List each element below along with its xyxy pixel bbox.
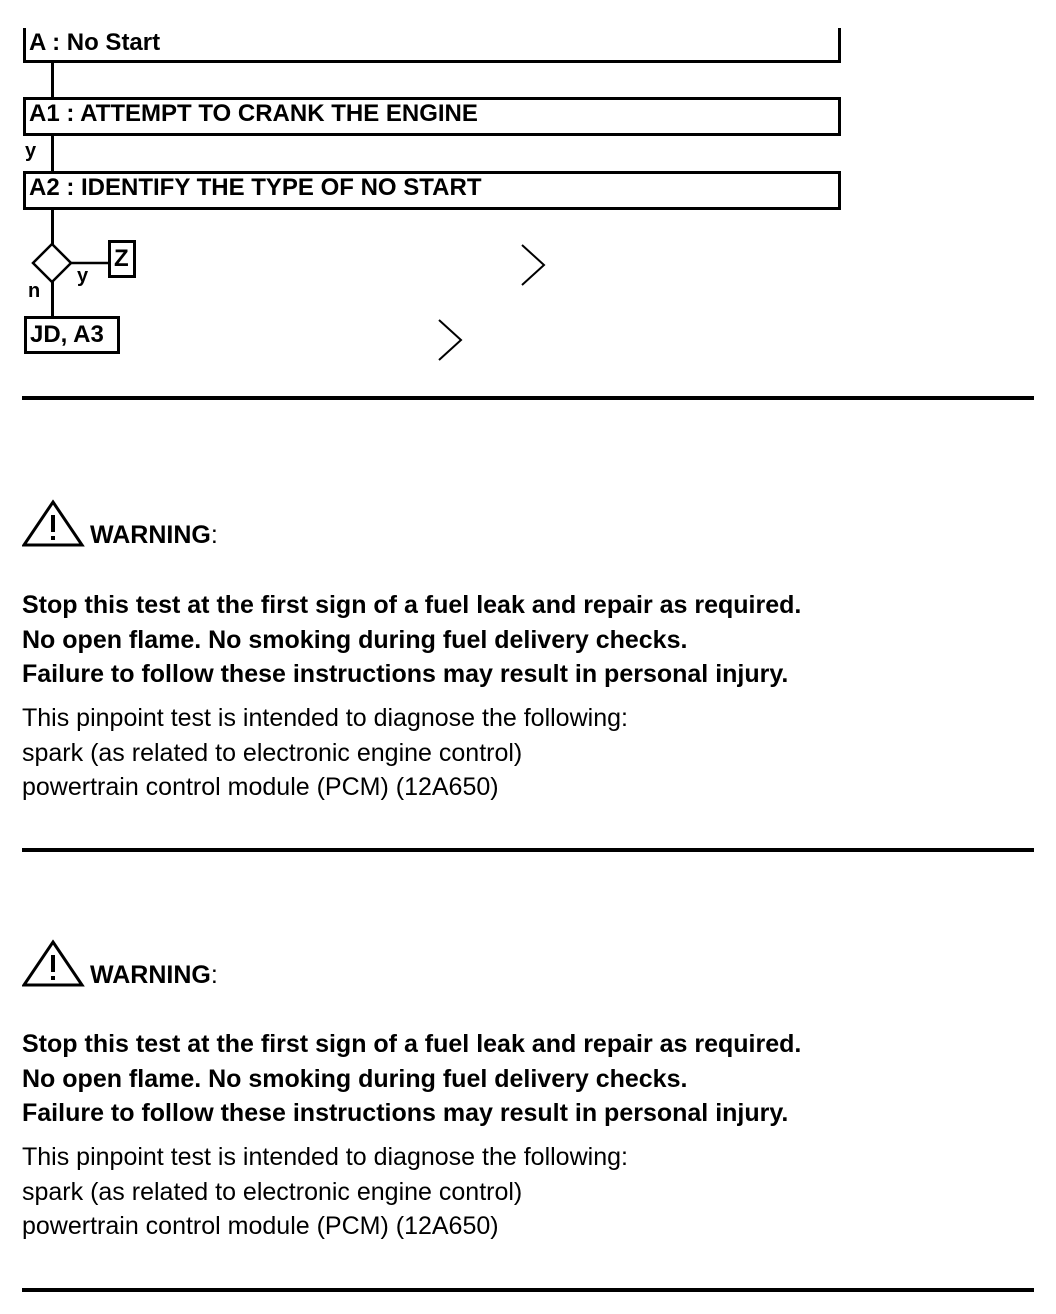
no-target-box[interactable] xyxy=(24,316,120,354)
warning-text xyxy=(22,1027,1042,1131)
warning-line: No open flame. No smoking during fuel delivery checks. xyxy=(22,625,688,654)
warning-colon: : xyxy=(210,521,218,549)
info-line: This pinpoint test is intended to diagnose the following: xyxy=(22,1143,628,1171)
warning-title xyxy=(90,963,218,988)
step-a2-box[interactable] xyxy=(23,171,841,210)
a1-yes-label: y xyxy=(25,140,37,162)
no-target-label: JD, A3 xyxy=(30,321,104,348)
yes-target-label: Z xyxy=(114,245,129,272)
info-line: spark (as related to electronic engine control) xyxy=(22,738,523,767)
warning-colon: : xyxy=(210,961,218,989)
warning-label: WARNING xyxy=(90,521,211,549)
warning-line: Stop this test at the first sign of a fuel leak and repair as required. xyxy=(22,591,802,619)
warning-label: WARNING xyxy=(90,961,211,989)
info-line: powertrain control module (PCM) (12A650) xyxy=(22,773,499,801)
warning-line: Failure to follow these instructions may result in personal injury. xyxy=(22,1099,789,1127)
decision-diamond xyxy=(30,240,110,290)
info-line: powertrain control module (PCM) (12A650) xyxy=(22,1212,499,1240)
step-a-box[interactable] xyxy=(23,28,841,63)
section-divider xyxy=(22,1288,1034,1292)
info-line: This pinpoint test is intended to diagnose the following: xyxy=(22,704,628,732)
warning-triangle-icon xyxy=(22,939,86,989)
yes-target-box[interactable] xyxy=(108,240,136,278)
section-divider xyxy=(22,396,1034,400)
decision-no-label: n xyxy=(28,280,41,302)
warning-title xyxy=(90,523,218,548)
connector-decision-no xyxy=(51,281,54,319)
chevron-right-icon[interactable] xyxy=(433,317,469,363)
warning-triangle-icon xyxy=(22,499,86,549)
warning-line: Stop this test at the first sign of a fuel leak and repair as required. xyxy=(22,1030,802,1058)
info-line: spark (as related to electronic engine control) xyxy=(22,1177,523,1206)
connector-a-a1 xyxy=(51,62,54,98)
step-a-label: A : No Start xyxy=(29,29,161,56)
info-text xyxy=(22,1140,1042,1244)
warning-line: No open flame. No smoking during fuel delivery checks. xyxy=(22,1064,688,1093)
step-a1-box[interactable] xyxy=(23,97,841,136)
step-a1-label: A1 : ATTEMPT TO CRANK THE ENGINE xyxy=(29,100,478,127)
step-a2-label: A2 : IDENTIFY THE TYPE OF NO START xyxy=(29,174,482,201)
chevron-right-icon[interactable] xyxy=(516,242,552,288)
connector-a1-a2 xyxy=(51,135,54,172)
section-divider xyxy=(22,848,1034,852)
info-text xyxy=(22,701,1042,805)
warning-line: Failure to follow these instructions may result in personal injury. xyxy=(22,660,789,688)
decision-yes-label: y xyxy=(77,265,89,287)
warning-text xyxy=(22,588,1042,692)
